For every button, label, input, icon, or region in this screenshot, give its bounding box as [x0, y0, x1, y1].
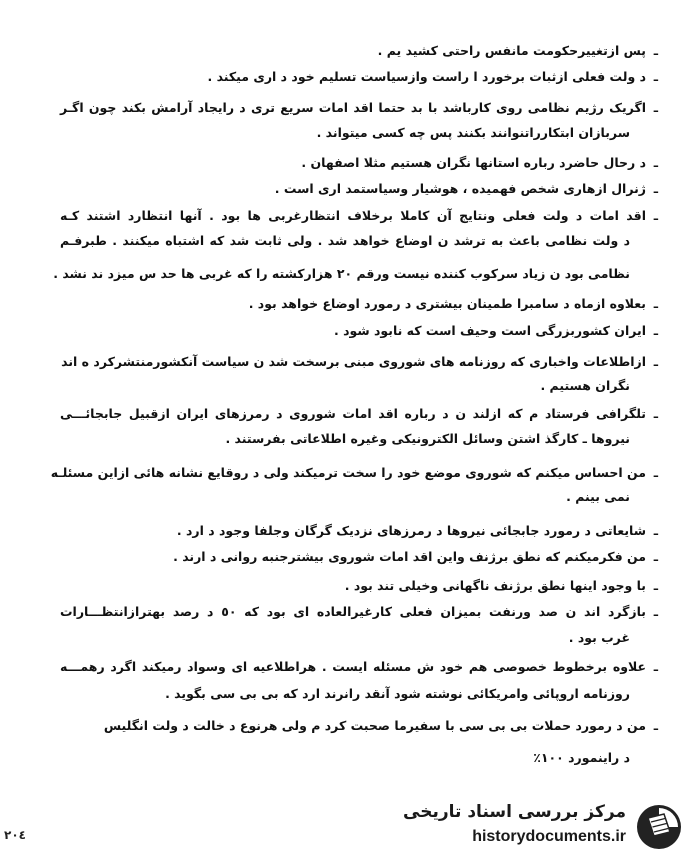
- line-text: سربازان ابتکارراتنوانند بکنند پس چه کسی میتواند .: [316, 125, 630, 140]
- document-line: [60, 550, 658, 564]
- document-line: [60, 660, 658, 674]
- document-line: [60, 182, 658, 196]
- line-bullet: ـ: [653, 69, 658, 84]
- document-line: [60, 101, 658, 115]
- line-bullet: ـ: [653, 296, 658, 311]
- line-bullet: ـ: [653, 578, 658, 593]
- line-bullet: ـ: [653, 604, 658, 619]
- document-line: [60, 355, 658, 369]
- document-line: [60, 490, 658, 504]
- line-text: شایعاتی د رمورد جابجائی نیروها د رمرزهای نزدیک گرگان وجلفا وجود د ارد .: [176, 523, 646, 538]
- line-bullet: ـ: [653, 100, 658, 115]
- line-bullet: ـ: [653, 181, 658, 196]
- document-line: [60, 631, 658, 645]
- document-line: [60, 234, 658, 248]
- watermark-url[interactable]: historydocuments.ir: [472, 828, 626, 845]
- document-line: [60, 156, 658, 170]
- line-text: علاوه برخطوط خصوصی هم خود ش مسئله ایست . هراطلاعیه ای وسواد رمیکند اگرد رهمـــه: [60, 659, 646, 674]
- document-line: [60, 687, 658, 701]
- line-text: با وجود اینها نطق برژنف ناگهانی وخیلی تند بود .: [344, 578, 646, 593]
- document-line: [60, 432, 658, 446]
- line-text: د رحال حاضرد رباره استانها نگران هستیم مثلا اصفهان .: [301, 155, 646, 170]
- document-line: [60, 751, 658, 765]
- line-bullet: ـ: [653, 465, 658, 480]
- document-line: [60, 209, 658, 223]
- watermark-title: مرکز بررسی اسناد تاریخی: [403, 802, 626, 822]
- document-line: [53, 266, 658, 281]
- line-text: نگران هستیم .: [540, 378, 630, 393]
- archive-logo-icon: [634, 802, 684, 852]
- line-text: د ولت نظامی باعث به ترشد ن اوضاع خواهد شد . ولی ثابت شد که اشتباه میکنند . طبرفـم: [60, 233, 630, 248]
- line-bullet: ـ: [653, 43, 658, 58]
- line-text: نظامی بود ن زیاد سرکوب کننده نیست ورقم ٢٠ هزارکشته را که غربی ها حد س میزد ند نشد .: [53, 266, 630, 281]
- document-line: [60, 719, 658, 733]
- document-line: [60, 324, 658, 338]
- document-line: [60, 524, 658, 538]
- line-text: د راینمورد ١٠٠٪: [533, 750, 630, 765]
- line-text: تلگرافی فرستاد م که ازلند ن د رباره اقد امات شوروی د رمرزهای ایران ازقبیل جابجائـــی: [60, 406, 646, 421]
- line-text: روزنامه اروپائی وامریکائی نوشته شود آنقد رانرند ارد که بی بی سی بگوید .: [165, 686, 630, 701]
- line-text: غرب بود .: [568, 630, 630, 645]
- line-text: ژنرال ازهاری شخص فهمیده ، هوشیار وسیاستمد اری است .: [274, 181, 646, 196]
- line-text: اگریک رژیم نظامی روی کارباشد با بد حتما اقد امات سریع تری د رایجاد آرامش بکند چون اگـر: [60, 100, 646, 115]
- document-line: [60, 407, 658, 421]
- line-text: نیروها ـ کارگذ اشتن وسائل الکترونیکی وغیره اطلاعاتی بفرستند .: [225, 431, 630, 446]
- line-bullet: ـ: [653, 549, 658, 564]
- line-text: بازگرد اند ن صد ورنفت بمیزان فعلی کارغیرالعاده ای بود که ٥٠ د رصد بهترازانتظـــارات: [60, 604, 646, 619]
- line-text: د ولت فعلی ازثبات برخورد ا راست وازسیاست تسلیم خود د اری میکند .: [207, 69, 646, 84]
- line-text: ایران کشوربزرگی است وحیف است که نابود شود .: [334, 323, 646, 338]
- line-text: پس ازتغییرحکومت مانفس راحتی کشید یم .: [377, 43, 646, 58]
- line-text: نمی بینم .: [566, 489, 630, 504]
- line-text: بعلاوه ازماه د سامبرا طمینان بیشتری د رمورد اوضاع خواهد بود .: [248, 296, 646, 311]
- document-line: [60, 297, 658, 311]
- page-number: ۲۰٤: [4, 828, 26, 842]
- line-bullet: ـ: [653, 208, 658, 223]
- line-bullet: ـ: [653, 354, 658, 369]
- document-line: [60, 126, 658, 140]
- document-line: [60, 70, 658, 84]
- document-line: [60, 605, 658, 619]
- document-line: [60, 44, 658, 58]
- line-text: اقد امات د ولت فعلی ونتایج آن کاملا برخلاف انتظارغربی ها بود . آنها انتظارد اشتند کـه: [60, 208, 646, 223]
- document-line: [50, 465, 658, 480]
- line-text: من فکرمیکنم که نطق برژنف واین اقد امات شوروی بیشترجنبه روانی د ارند .: [173, 549, 646, 564]
- document-line: [60, 379, 658, 393]
- document-line: [60, 579, 658, 593]
- line-text: من احساس میکنم که شوروی موضع خود را سخت ترمیکند ولی د روقایع نشانه هائی ازاین مسئلـه: [50, 465, 646, 480]
- line-bullet: ـ: [653, 718, 658, 733]
- line-bullet: ـ: [653, 659, 658, 674]
- line-text: ازاطلاعات واخباری که روزنامه های شوروی مبنی برسخت شد ن سیاست آنکشورمنتشرکرد ه اند: [61, 354, 646, 369]
- line-text: من د رمورد حملات بی بی سی با سفیرما صحبت کرد م ولی هرنوع د خالت د ولت انگلیس: [103, 718, 646, 733]
- archive-watermark[interactable]: [402, 798, 692, 856]
- line-bullet: ـ: [653, 523, 658, 538]
- line-bullet: ـ: [653, 155, 658, 170]
- line-bullet: ـ: [653, 406, 658, 421]
- line-bullet: ـ: [653, 323, 658, 338]
